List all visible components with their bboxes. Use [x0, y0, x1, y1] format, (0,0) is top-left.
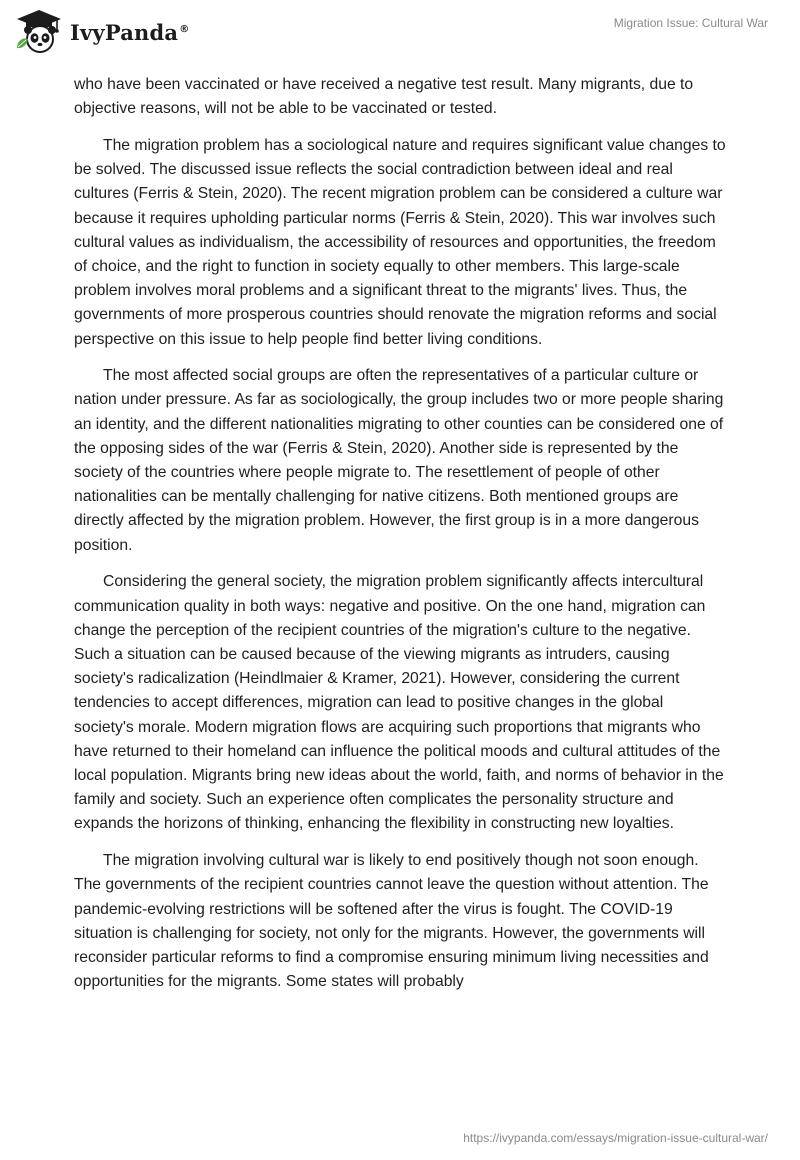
brand-name: IvyPanda® — [70, 19, 190, 45]
registered-mark: ® — [179, 23, 190, 35]
paragraph: The migration problem has a sociological nature and requires significant value changes to be solved. The discussed issue reflects the social contradiction between ideal and real cultures (Ferris & Stein, 2020). The recent migration problem can be considered a culture war because it requires upholding particular norms (Ferris & Stein, 2020). This war involves such cultural values as individualism, the accessibility of resources and opportunities, the freedom of choice, and the right to function in society equally to other members. This large-scale problem involves moral problems and a significant threat to the migrants' lives. Thus, the governments of more prosperous countries should renovate the migration reforms and social perspective on this issue to help people find better living conditions. — [74, 136, 726, 348]
paragraph: The migration involving cultural war is likely to end positively though not soon enough. The governments of the recipient countries cannot leave the question without attention. The pandemic-evolving restrictions will be softened after the virus is fought. The COVID-19 situation is challenging for society, not only for the migrants. However, the governments will reconsider particular reforms to find a compromise ensuring minimum living necessities and opportunities for the migrants. Some states will probably — [74, 852, 709, 991]
essay-body — [74, 73, 726, 1007]
page-header — [0, 0, 800, 72]
source-url[interactable]: https://ivypanda.com/essays/migration-issue-cultural-war/ — [463, 1131, 768, 1145]
ivypanda-logo[interactable] — [14, 8, 189, 56]
paragraph-continued: who have been vaccinated or have received a negative test result. Many migrants, due to objective reasons, will not be able to be vaccinated or tested. — [74, 76, 694, 118]
document-title: Migration Issue: Cultural War — [613, 16, 768, 30]
panda-graduate-icon — [14, 8, 64, 56]
paragraph: The most affected social groups are often the representatives of a particular culture or nation under pressure. As far as sociologically, the group includes two or more people sharing an identity, and the different nationalities migrating to other counties can be considered one of the opposing sides of the war (Ferris & Stein, 2020). Another side is represented by the society of the countries where people migrate to. The resettlement of people of other nationalities can be mentally challenging for native citizens. Both mentioned groups are directly affected by the migration problem. However, the first group is in a more dangerous position. — [74, 367, 724, 554]
paragraph: Considering the general society, the migration problem significantly affects intercultural communication quality in both ways: negative and positive. On the one hand, migration can change the perception of the recipient countries of the migration's culture to the negative. Such a situation can be caused because of the viewing migrants as intruders, causing society's radicalization (Heindlmaier & Kramer, 2021). However, considering the current tendencies to accept differences, migration can lead to positive changes in the global society's morale. Modern migration flows are acquiring such proportions that migrants who have returned to their homeland can influence the political moods and cultural attitudes of the local population. Migrants bring new ideas about the world, faith, and norms of behavior in the family and society. Such an experience often complicates the personality structure and expands the horizons of thinking, enhancing the flexibility in constructing new loyalties. — [74, 573, 724, 833]
